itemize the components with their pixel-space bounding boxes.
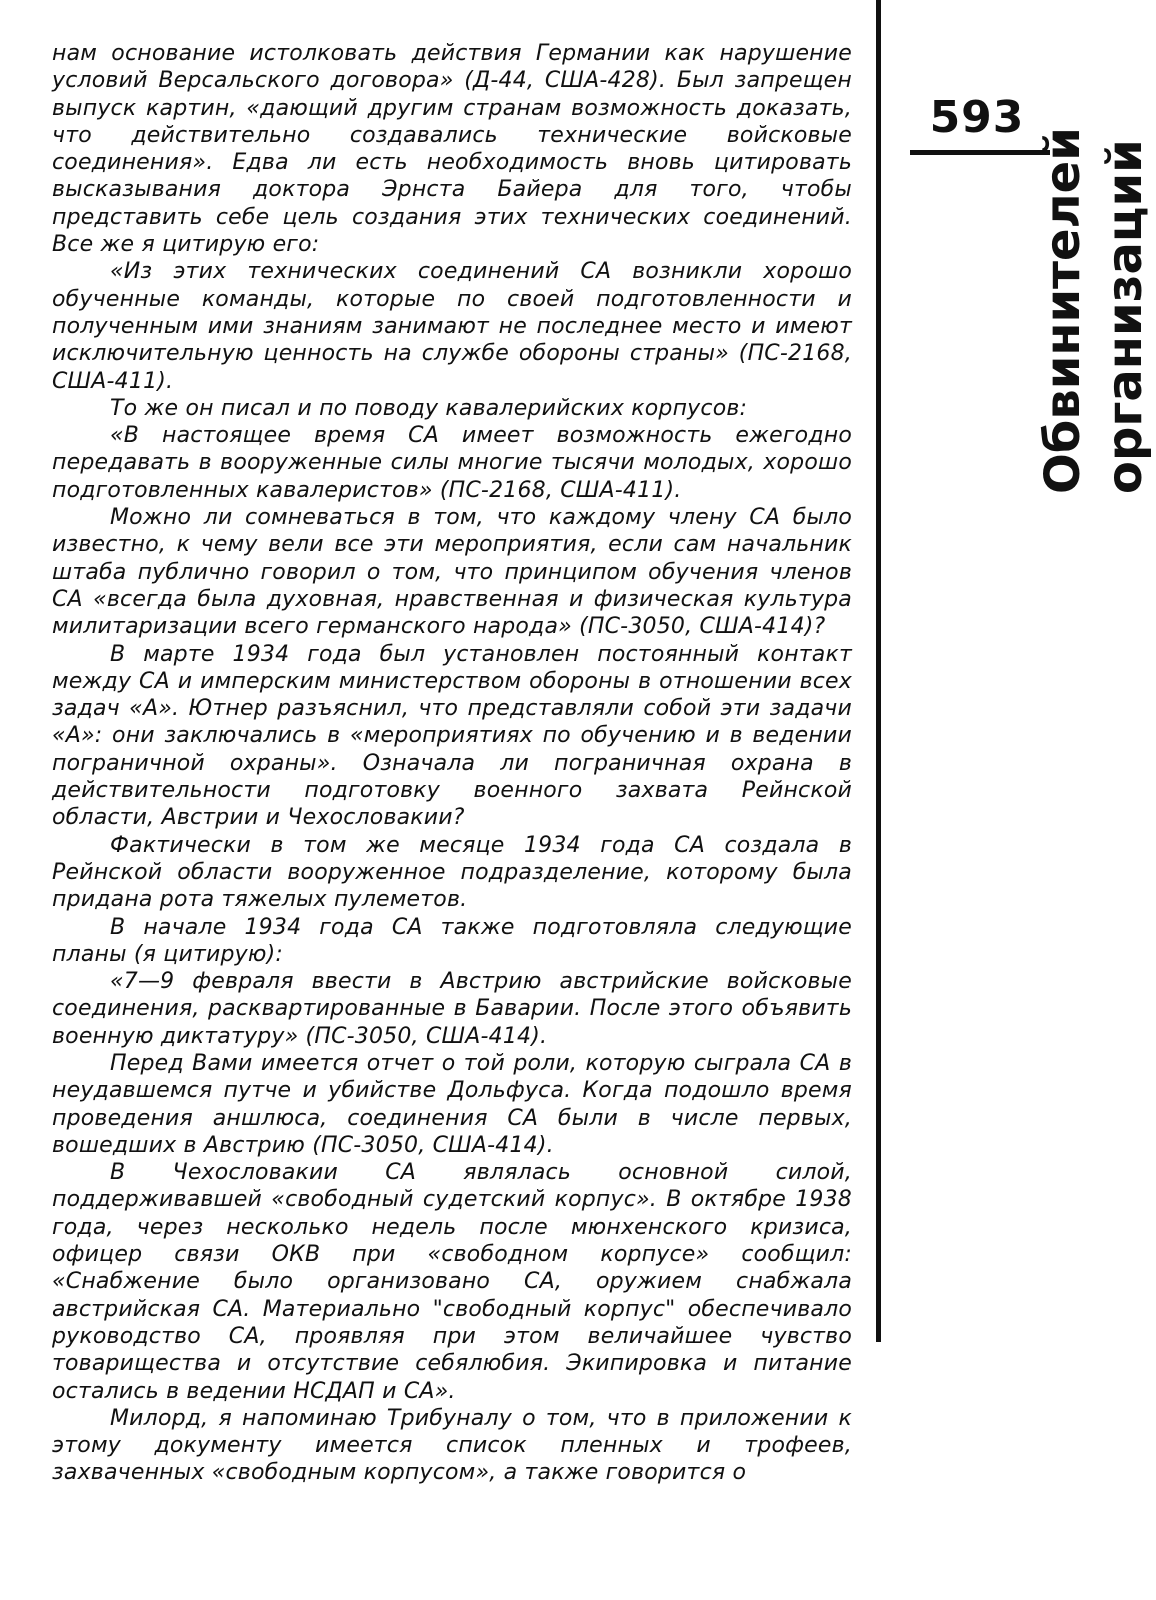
body-text	[52, 40, 852, 1487]
paragraph: «Из этих технических соединений СА возникли хорошо обученные команды, которые по своей подготовленности и полученным ими знаниям занимают не последнее место и имеют исключительную ценность на службе обороны страны» (ПС-2168, США-411).	[52, 259, 852, 394]
page-number-underline	[910, 150, 1050, 155]
paragraph: В Чехословакии СА являлась основной силой, поддерживавшей «свободный судетский корпус». В октябре 1938 года, через несколько недель после мюнхенского кризиса, офицер связи ОКВ при «свободном корпусе» сообщил: «Снабжение было организовано СА, оружием снабжала австрийская СА. Материально "свободный корпус" обеспечивало руководство СА, проявляя при этом величайшее чувство товарищества и отсутствие себялюбия. Экипировка и питание остались в ведении НСДАП и СА».	[52, 1160, 852, 1404]
paragraph: В марте 1934 года был установлен постоянный контакт между СА и имперским министерством обороны в отношении всех задач «А». Ютнер разъяснил, что представляли собой эти задачи «А»: они заключались в «мероприятиях по обучению и в ведении пограничной охраны». Означала ли пограничная охрана в действительности подготовку военного захвата Рейнской области, Австрии и Чехословакии?	[52, 641, 852, 831]
running-head-line: организаций	[1097, 139, 1153, 494]
paragraph: В начале 1934 года СА также подготовляла следующие планы (я цитирую):	[52, 914, 852, 967]
paragraph: Перед Вами имеется отчет о той роли, которую сыграла СА в неудавшемся путче и убийстве Дольфуса. Когда подошло время проведения аншлюса, соединения СА были в числе первых, вошедших в Австрию (ПС-3050, США-414).	[52, 1050, 852, 1158]
running-head	[1032, 127, 1156, 494]
paragraph: Милорд, я напоминаю Трибуналу о том, что в приложении к этому документу имеется список пленных и трофеев, захваченных «свободным корпусом», а также говорится о	[52, 1405, 852, 1486]
running-head-line: Обвинителей	[1035, 127, 1091, 494]
paragraph: «В настоящее время СА имеет возможность ежегодно передавать в вооруженные силы многие тысячи молодых, хорошо подготовленных кавалеристов» (ПС-2168, США-411).	[52, 423, 852, 503]
paragraph: нам основание истолковать действия Германии как нарушение условий Версальского договора» (Д-44, США-428). Был запрещен выпуск картин, «дающий другим странам возможность доказать, что действительно создавались технические войсковые соединения». Едва ли есть необходимость вновь цитировать высказывания доктора Эрнста Байера для того, чтобы представить себе цель создания этих технических соединений. Все же я цитирую его:	[52, 41, 852, 258]
paragraph: «7—9 февраля ввести в Австрию австрийские войсковые соединения, расквартированные в Баварии. После этого объявить военную диктатуру» (ПС-3050, США-414).	[52, 969, 852, 1049]
paragraph: То же он писал и по поводу кавалерийских корпусов:	[110, 395, 748, 421]
paragraph: Фактически в том же месяце 1934 года СА создала в Рейнской области вооруженное подразделение, которому была придана рота тяжелых пулеметов.	[52, 832, 852, 913]
paragraph: Можно ли сомневаться в том, что каждому члену СА было известно, к чему вели все эти мероприятия, если сам начальник штаба публично говорил о том, что принципом обучения членов СА «всегда была духовная, нравственная и физическая культура милитаризации всего германского народа» (ПС-3050, США-414)?	[52, 505, 852, 640]
page-number: 593	[929, 92, 1025, 143]
margin-vertical-rule	[876, 0, 881, 1342]
